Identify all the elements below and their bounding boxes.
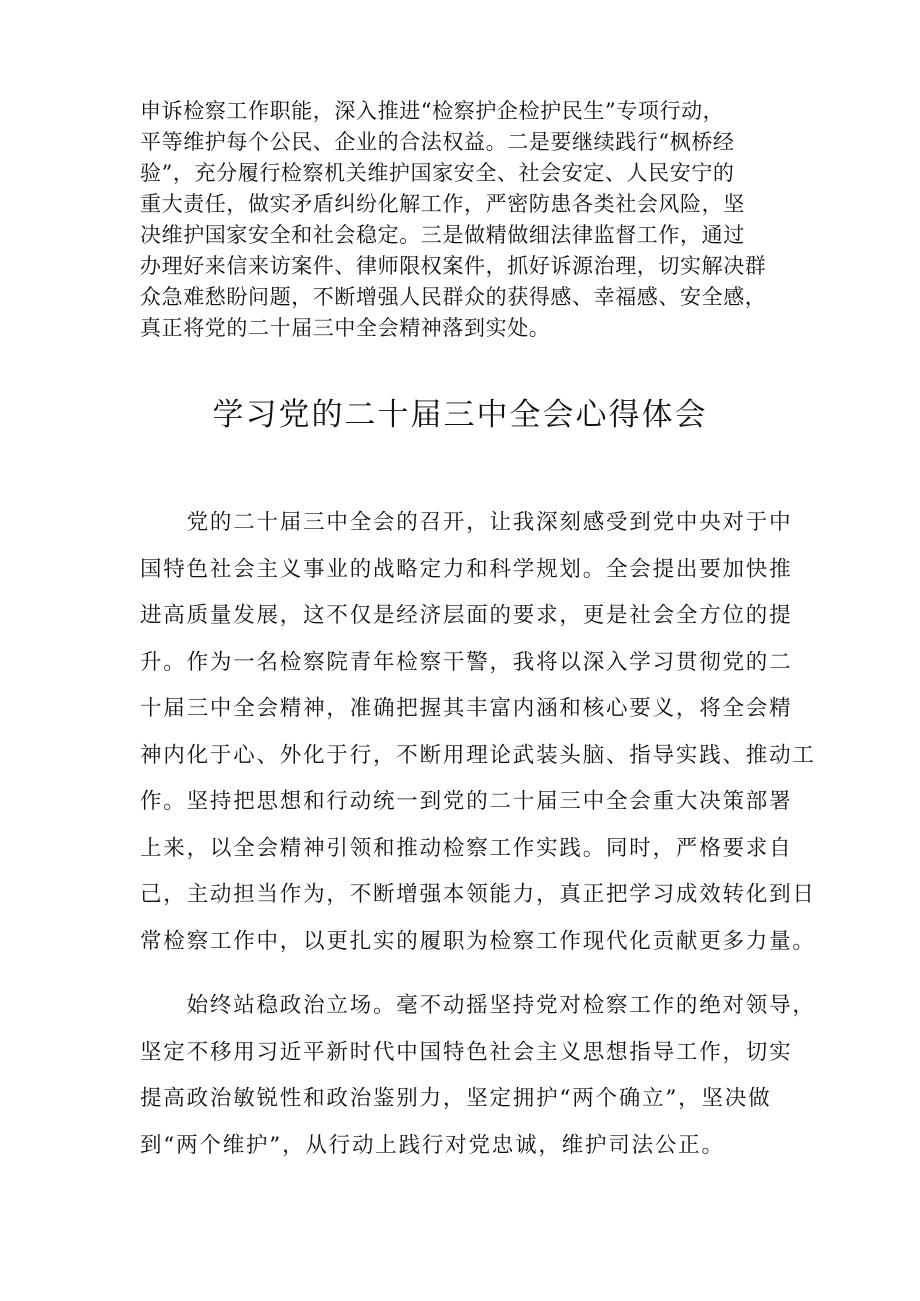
paragraph-line: 十届三中全会精神，准确把握其丰富内涵和核心要义，将全会精 <box>140 696 793 721</box>
paragraph-line: 作。坚持把思想和行动统一到党的二十届三中全会重大决策部署 <box>140 789 793 814</box>
continued-paragraph <box>140 96 805 344</box>
paragraph-line: 决维护国家安全和社会稳定。三是做精做细法律监督工作，通过 <box>140 223 745 247</box>
paragraph-line: 国特色社会主义事业的战略定力和科学规划。全会提出要加快推 <box>140 556 793 582</box>
paragraph-line: 到“两个维护”，从行动上践行对党忠诚，维护司法公正。 <box>140 1132 725 1158</box>
paragraph-line: 申诉检察工作职能，深入推进“检察护企检护民生”专项行动， <box>140 99 725 123</box>
paragraph-line: 党的二十届三中全会的召开，让我深刻感受到党中央对于中 <box>140 510 793 535</box>
body-paragraph-1 <box>140 500 816 965</box>
paragraph-line: 提高政治敏锐性和政治鉴别力，坚定拥护“两个确立”，坚决做 <box>140 1086 772 1111</box>
paragraph-line: 众急难愁盼问题，不断增强人民群众的获得感、幸福感、安全感， <box>140 285 767 309</box>
paragraph-line: 重大责任，做实矛盾纠纷化解工作，严密防患各类社会风险，坚 <box>140 192 745 216</box>
paragraph-line: 己，主动担当作为，不断增强本领能力，真正把学习成效转化到日 <box>140 882 816 907</box>
paragraph-line: 升。作为一名检察院青年检察干警，我将以深入学习贯彻党的二 <box>140 649 793 675</box>
paragraph-line: 始终站稳政治立场。毫不动摇坚持党对检察工作的绝对领导， <box>140 993 816 1018</box>
paragraph-line: 平等维护每个公民、企业的合法权益。二是要继续践行“枫桥经 <box>140 130 735 154</box>
paragraph-line: 神内化于心、外化于行，不断用理论武装头脑、指导实践、推动工 <box>140 742 816 768</box>
paragraph-line: 上来，以全会精神引领和推动检察工作实践。同时，严格要求自 <box>140 835 793 861</box>
paragraph-line: 验”，充分履行检察机关维护国家安全、社会安定、人民安宁的 <box>140 161 735 185</box>
paragraph-line: 办理好来信来访案件、律师限权案件，抓好诉源治理，切实解决群 <box>140 254 767 278</box>
document-title: 学习党的二十届三中全会心得体会 <box>212 397 708 433</box>
paragraph-line: 坚定不移用习近平新时代中国特色社会主义思想指导工作，切实 <box>140 1039 793 1065</box>
body-paragraph-2 <box>140 983 816 1169</box>
paragraph-line: 进高质量发展，这不仅是经济层面的要求，更是社会全方位的提 <box>140 603 793 628</box>
paragraph-line: 真正将党的二十届三中全会精神落到实处。 <box>140 316 551 340</box>
paragraph-line: 常检察工作中，以更扎实的履职为检察工作现代化贡献更多力量。 <box>140 928 816 954</box>
